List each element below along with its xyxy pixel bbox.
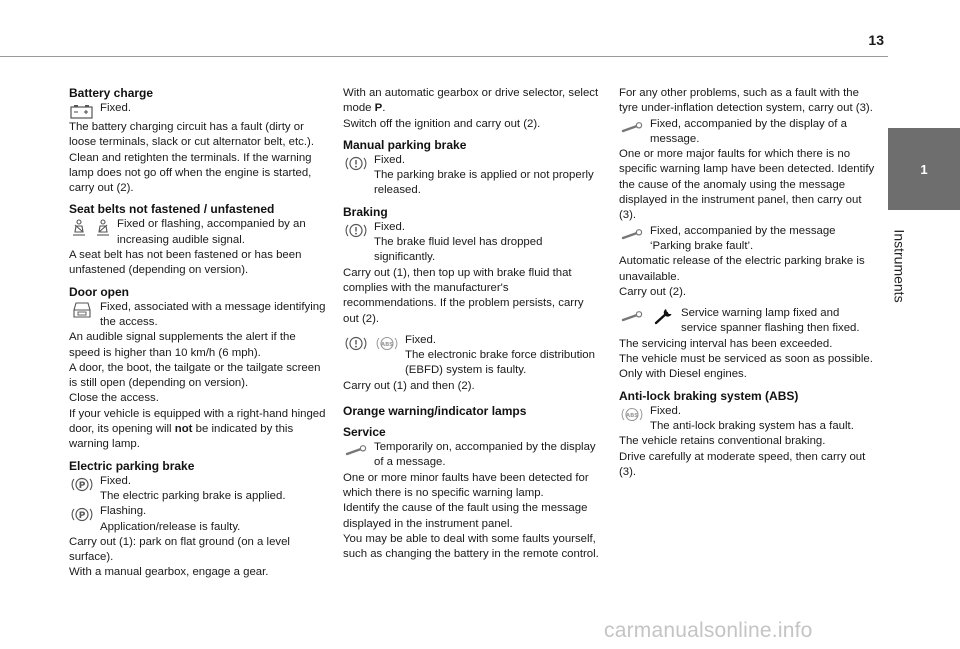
brake-warning-icon xyxy=(343,335,369,352)
watermark: carmanualsonline.info xyxy=(604,619,813,642)
service-lamp-entry: Service warning lamp fixed and service spanner flashing then fixed. xyxy=(619,306,877,337)
door-entry: Fixed, associated with a message identifying the access. xyxy=(69,300,327,331)
battery-icon xyxy=(69,103,95,120)
spanner-icon xyxy=(619,226,645,243)
seatbelt-icon xyxy=(69,219,89,236)
seatbelt-heading: Seat belts not fastened / unfastened xyxy=(69,202,275,217)
service-heading: Service xyxy=(343,425,386,440)
service-spanner-icon xyxy=(650,308,676,325)
svg-text:ABS: ABS xyxy=(380,341,394,348)
epb-heading: Electric parking brake xyxy=(69,458,195,473)
battery-entry: Fixed. xyxy=(69,101,327,120)
parking-brake-icon xyxy=(69,506,95,523)
door-heading: Door open xyxy=(69,284,129,299)
epb-entry-flashing: P Flashing. Application/release is faulty. xyxy=(69,504,327,535)
manual-brake-entry: Fixed. The parking brake is applied or not properly released. xyxy=(343,153,601,199)
manual-brake-heading: Manual parking brake xyxy=(343,137,467,152)
page-number: 13 xyxy=(868,32,884,48)
column-2: With an automatic gearbox or drive selector, select mode P. Switch off the ignition and carry out (2). Manual parking brake Fixed. The parking brake is applied or not properly released. Braking Fixed. The brake fluid level has dropped significantly. Carry out (1), then top up with brake fluid that complies with the manufacturer's recommendations. If the problem persists, carry out (2). ABS Fixed. The electronic brake force distribution (EBFD) system is faulty. Carry out (1) and then (2). Orange warning/indicator lamps Service Temporarily on, accompanied by the display of a message. One or more minor faults have been detected for which there is no specific warning lamp. Identify the cause of the fault using the message displayed in the instrument panel. You may be able to deal with some faults yourself, such as changing the battery in the remote control. xyxy=(343,86,601,562)
brake-warning-icon xyxy=(343,222,369,239)
svg-text:P: P xyxy=(78,511,86,522)
svg-text:ABS: ABS xyxy=(625,412,639,419)
braking-entry: Fixed. The brake fluid level has dropped significantly. xyxy=(343,220,601,266)
brake-warning-icon xyxy=(343,155,369,172)
svg-text:P: P xyxy=(78,480,86,491)
header-rule xyxy=(0,56,888,57)
chapter-tab-number: 1 xyxy=(920,161,928,177)
chapter-label: Instruments xyxy=(892,229,909,303)
parking-brake-icon xyxy=(69,476,95,493)
abs-icon xyxy=(374,335,400,352)
column-1: Battery charge Fixed. The battery charging circuit has a fault (dirty or loose terminals, slack or cut alternator belt, etc.). Clean and retighten the terminals. If the warning lamp does not go off when the engine is started, carry out (2). Seat belts not fastened / unfastened Fixed or flashing, accompanied by an increasing audible signal. A seat belt has not been fastened or has been unfastened (depending on version). Door open Fixed, associated with a message identifying the access. An audible signal supplements the alert if the speed is higher than 10 km/h (6 mph). A door, the boot, the tailgate or the tailgate screen is still open (depending on version). Close the access. If your vehicle is equipped with a right-hand hinged door, its opening will not be indicated by this warning lamp. Electric parking brake P Fixed. The electric parking brake is applied. P Flashing. Application/release is faulty. Carry out (1): park on flat ground (on a level surface). With a manual gearbox, engage a gear. xyxy=(69,86,326,579)
braking-heading: Braking xyxy=(343,204,388,219)
seatbelt-rear-icon xyxy=(93,219,113,236)
column-3: For any other problems, such as a fault with the tyre under-inflation detection system, carry out (3). Fixed, accompanied by the display of a message. One or more major faults for which there is no specific warning lamp have been detected. Identify the cause of the anomaly using the message displayed in the instrument panel, then carry out (3). Fixed, accompanied by the message ‘Parking brake fault’. Automatic release of the electric parking brake is unavailable. Carry out (2). Service warning lamp fixed and service spanner flashing then fixed. The servicing interval has been exceeded. The vehicle must be serviced as soon as possible. Only with Diesel engines. Anti-lock braking system (ABS) ABS Fixed. The anti-lock braking system has a fault. The vehicle retains conventional braking. Drive carefully at moderate speed, then carry out (3). xyxy=(619,86,877,480)
door-open-icon xyxy=(69,302,95,319)
orange-lamps-heading: Orange warning/indicator lamps xyxy=(343,404,527,419)
major-fault-entry: Fixed, accompanied by the display of a message. xyxy=(619,117,877,148)
spanner-icon xyxy=(619,308,645,325)
abs-icon xyxy=(619,406,645,423)
service-entry: Temporarily on, accompanied by the display of a message. xyxy=(343,440,601,471)
ebfd-entry: ABS Fixed. The electronic brake force distribution (EBFD) system is faulty. xyxy=(343,333,601,379)
abs-entry: ABS Fixed. The anti-lock braking system has a fault. xyxy=(619,404,877,435)
battery-heading: Battery charge xyxy=(69,86,154,100)
parking-brake-fault-entry: Fixed, accompanied by the message ‘Parking brake fault’. xyxy=(619,224,877,255)
abs-heading: Anti-lock braking system (ABS) xyxy=(619,388,799,403)
epb-entry-fixed: P Fixed. The electric parking brake is applied. xyxy=(69,474,327,505)
spanner-icon xyxy=(343,442,369,459)
spanner-icon xyxy=(619,119,645,136)
seatbelt-entry: Fixed or flashing, accompanied by an increasing audible signal. xyxy=(69,217,327,248)
chapter-tab[interactable] xyxy=(888,128,960,210)
